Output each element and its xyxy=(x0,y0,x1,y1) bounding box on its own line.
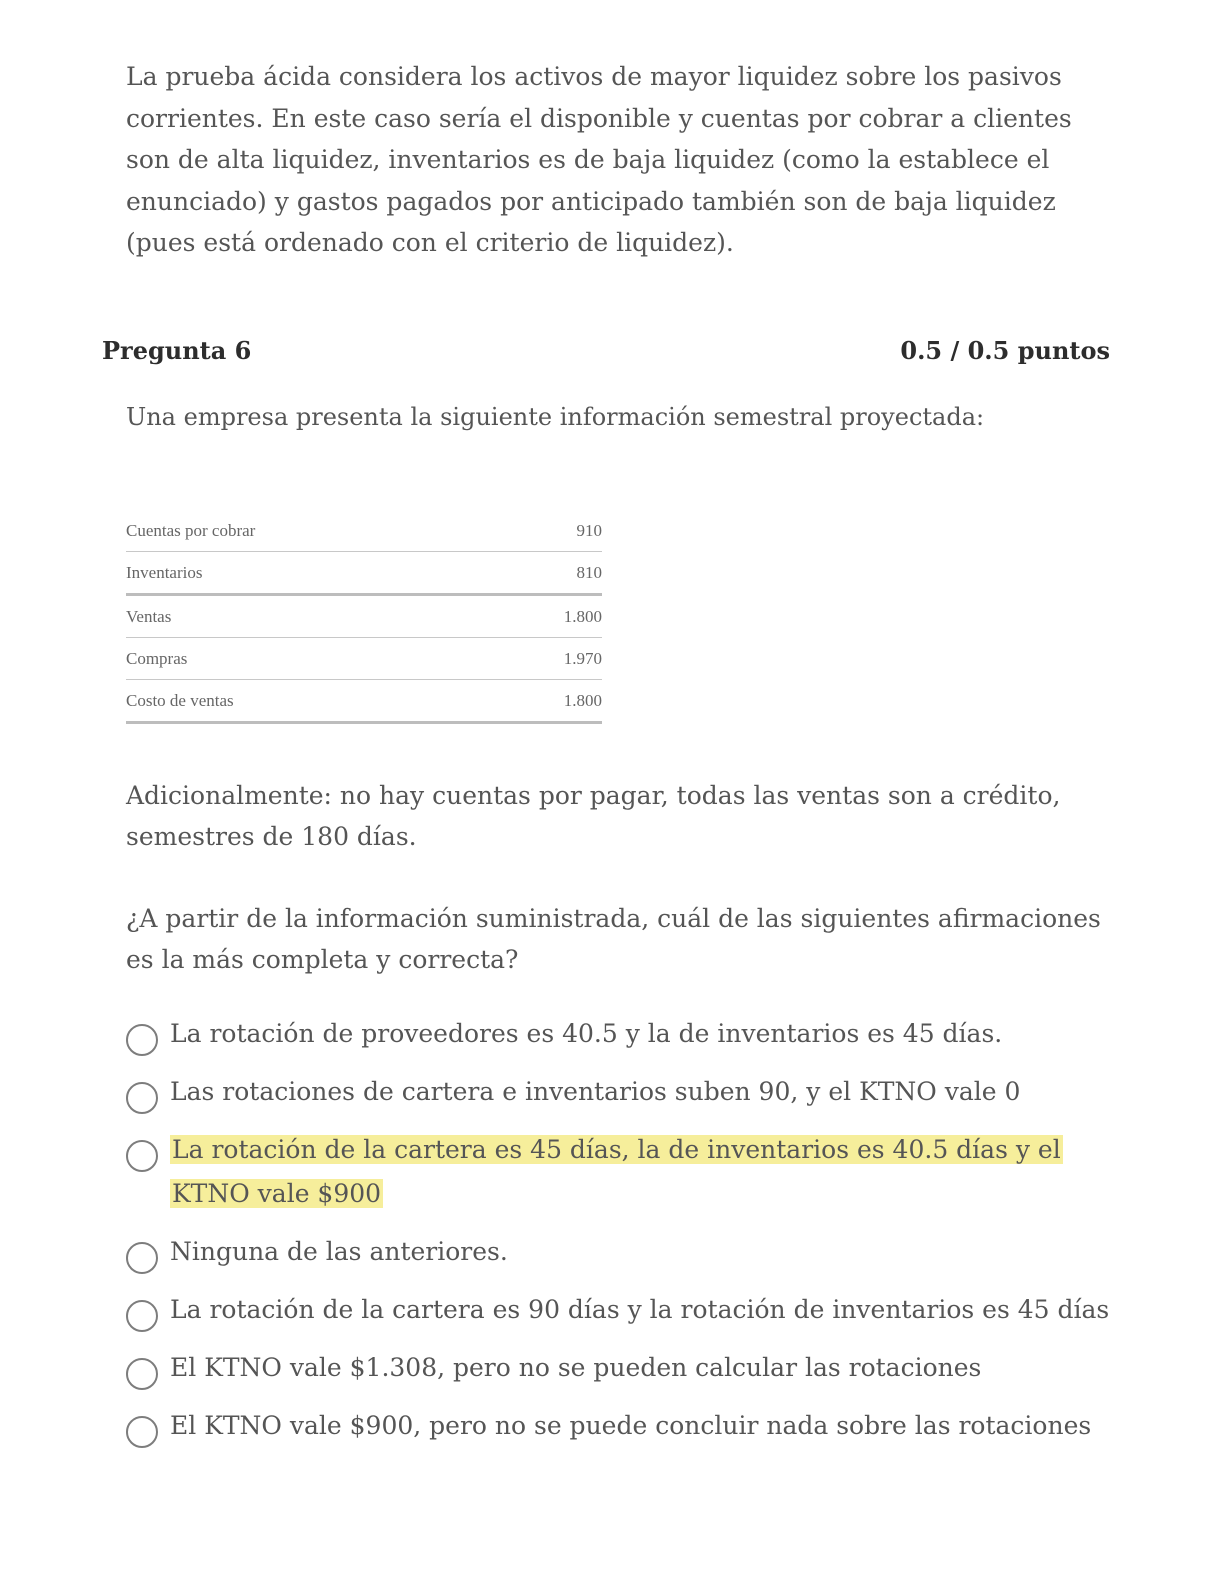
answer-option-label: Ninguna de las anteriores. xyxy=(170,1237,508,1266)
answer-option-label xyxy=(170,1128,1116,1216)
projected-info-table xyxy=(126,510,602,724)
answer-option-label: La rotación de proveedores es 40.5 y la de inventarios es 45 días. xyxy=(170,1019,1003,1048)
radio-button[interactable] xyxy=(126,1024,158,1056)
radio-button[interactable] xyxy=(126,1416,158,1448)
table-row-label: Compras xyxy=(126,638,493,680)
answer-option-5[interactable] xyxy=(126,1288,1116,1332)
radio-button[interactable] xyxy=(126,1300,158,1332)
table-row-value: 910 xyxy=(493,510,602,552)
radio-button[interactable] xyxy=(126,1082,158,1114)
intro-paragraph: La prueba ácida considera los activos de mayor liquidez sobre los pasivos corrientes. En este caso sería el disponible y cuentas por cobrar a clientes son de alta liquidez, inventarios es de baja liquidez (como la establece el enunciado) y gastos pagados por anticipado también son de baja liquidez (pues está ordenado con el criterio de liquidez). xyxy=(126,62,1072,257)
question-header xyxy=(102,336,1110,365)
answer-option-7[interactable] xyxy=(126,1404,1116,1448)
answer-option-1[interactable] xyxy=(126,1012,1116,1056)
table-row-value: 1.970 xyxy=(493,638,602,680)
answer-option-6[interactable] xyxy=(126,1346,1116,1390)
answer-option-label: La rotación de la cartera es 90 días y la rotación de inventarios es 45 días xyxy=(170,1295,1110,1324)
table-row-value: 810 xyxy=(493,552,602,595)
additional-info-paragraph: Adicionalmente: no hay cuentas por pagar, todas las ventas son a crédito, semestres de 180 días. xyxy=(126,781,1061,851)
answer-option-label: El KTNO vale $900, pero no se puede concluir nada sobre las rotaciones xyxy=(170,1411,1092,1440)
question-intro: Una empresa presenta la siguiente información semestral proyectada: xyxy=(126,403,985,431)
answer-option-4[interactable] xyxy=(126,1230,1116,1274)
question-prompt: ¿A partir de la información suministrada, cuál de las siguientes afirmaciones es la más completa y correcta? xyxy=(126,904,1101,974)
table-row xyxy=(126,680,602,723)
radio-button[interactable] xyxy=(126,1140,158,1172)
answer-option-label: Las rotaciones de cartera e inventarios suben 90, y el KTNO vale 0 xyxy=(170,1077,1021,1106)
table-row-label: Inventarios xyxy=(126,552,493,595)
answer-option-label: El KTNO vale $1.308, pero no se pueden calcular las rotaciones xyxy=(170,1353,982,1382)
highlighted-answer: La rotación de la cartera es 45 días, la de inventarios es 40.5 días y el KTNO vale $900 xyxy=(172,1135,1061,1208)
radio-button[interactable] xyxy=(126,1242,158,1274)
table-row-value: 1.800 xyxy=(493,595,602,638)
table-row xyxy=(126,552,602,595)
table-row-label: Ventas xyxy=(126,595,493,638)
table-row xyxy=(126,638,602,680)
answer-option-3[interactable] xyxy=(126,1128,1116,1216)
table-row-label: Cuentas por cobrar xyxy=(126,510,493,552)
radio-button[interactable] xyxy=(126,1358,158,1390)
question-title: Pregunta 6 xyxy=(102,336,252,365)
answer-option-2[interactable] xyxy=(126,1070,1116,1114)
question-points: 0.5 / 0.5 puntos xyxy=(900,336,1110,365)
table-row xyxy=(126,595,602,638)
table-row-label: Costo de ventas xyxy=(126,680,493,723)
answer-options xyxy=(126,1012,1116,1462)
table-row-value: 1.800 xyxy=(493,680,602,723)
table-row xyxy=(126,510,602,552)
